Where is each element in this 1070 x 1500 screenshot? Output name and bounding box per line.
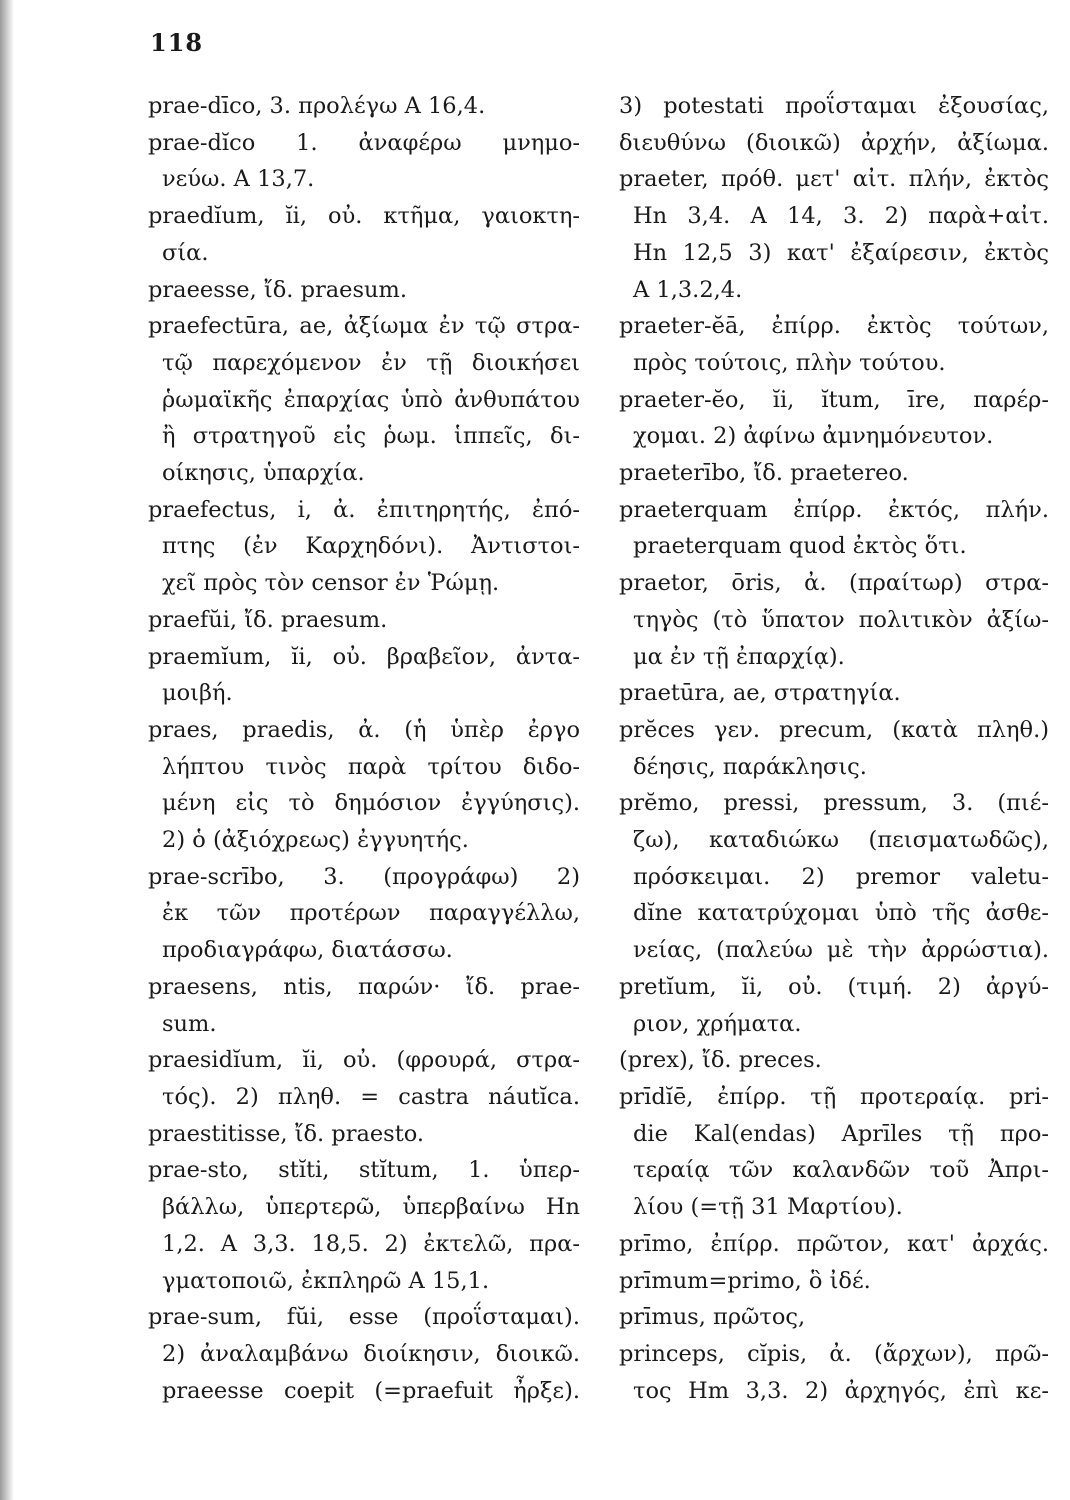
- right-column: [619, 88, 1049, 1409]
- right-column-line: praeter-ĕo, ĭi, ĭtum, īre, παρέρ-: [619, 386, 1049, 413]
- left-column-line: μένη εἰς τὸ δημόσιον ἐγγύησις).: [162, 790, 580, 817]
- left-column-line: μοιβή.: [162, 680, 233, 707]
- right-column-line: Hn 3,4. A 14, 3. 2) παρὰ+αἰτ.: [633, 203, 1049, 230]
- right-column-line: μα ἐν τῇ ἐπαρχίᾳ).: [633, 643, 845, 670]
- right-column-line: praeter-ĕā, ἐπίρρ. ἐκτὸς τούτων,: [619, 313, 1049, 340]
- left-column: [148, 88, 580, 1409]
- left-column-line: ἐκ τῶν προτέρων παραγγέλλω,: [162, 900, 580, 927]
- left-column-line: λήπτου τινὸς παρὰ τρίτου διδο-: [162, 753, 580, 780]
- right-column-line: praetūra, ae, στρατηγία.: [619, 680, 901, 707]
- right-column-line: ζω), καταδιώκω (πεισματωδῶς),: [633, 827, 1049, 854]
- right-column-line: prĕces γεν. precum, (κατὰ πληθ.): [619, 716, 1049, 743]
- left-column-line: prae-dĭco 1. ἀναφέρω μνημο-: [148, 129, 580, 156]
- left-column-line: praestitisse, ἴδ. praesto.: [148, 1120, 425, 1147]
- left-column-line: χεῖ πρὸς τὸν censor ἐν Ῥώμῃ.: [162, 570, 500, 597]
- left-column-line: prae-dīco, 3. προλέγω A 16,4.: [148, 93, 486, 119]
- right-column-line: (prex), ἴδ. preces.: [619, 1047, 822, 1074]
- left-column-line: praefectus, i, ἀ. ἐπιτηρητής, ἐπό-: [148, 496, 580, 523]
- right-column-line: prĕmo, pressi, pressum, 3. (πιέ-: [619, 790, 1049, 817]
- right-column-line: praetor, ōris, ἀ. (πραίτωρ) στρα-: [619, 570, 1049, 597]
- right-column-line: 3) potestati προΐσταμαι ἐξουσίας,: [619, 93, 1049, 119]
- left-column-line: τῷ παρεχόμενον ἐν τῇ διοικήσει: [162, 349, 580, 376]
- right-column-line: τηγὸς (τὸ ὕπατον πολιτικὸν ἀξίω-: [633, 606, 1049, 633]
- left-column-line: οίκησις, ὑπαρχία.: [162, 460, 365, 487]
- right-column-line: διευθύνω (διοικῶ) ἀρχήν, ἀξίωμα.: [619, 129, 1049, 156]
- left-column-line: γματοποιῶ, ἐκπληρῶ A 15,1.: [162, 1267, 490, 1294]
- right-column-line: νείας, (παλεύω μὲ τὴν ἀρρώστια).: [633, 937, 1049, 964]
- left-column-line: praes, praedis, ἀ. (ἡ ὑπὲρ ἐργο: [148, 716, 580, 743]
- right-column-line: τος Hm 3,3. 2) ἀρχηγός, ἐπὶ κε-: [633, 1377, 1049, 1404]
- left-column-line: βάλλω, ὑπερτερῶ, ὑπερβαίνω Hn: [162, 1194, 580, 1221]
- left-column-line: prae-sto, stĭti, stĭtum, 1. ὑπερ-: [148, 1157, 580, 1184]
- right-column-line: τεραίᾳ τῶν καλανδῶν τοῦ Ἀπρι-: [633, 1157, 1049, 1184]
- left-column-line: ἢ στρατηγοῦ εἰς ῥωμ. ἱππεῖς, δι-: [162, 423, 580, 450]
- right-column-line: prīmus, πρῶτος,: [619, 1304, 806, 1331]
- right-column-line: die Kal(endas) Aprīles τῇ προ-: [633, 1120, 1049, 1147]
- left-column-line: praesidĭum, ĭi, οὐ. (φρουρά, στρα-: [148, 1047, 580, 1074]
- left-column-line: προδιαγράφω, διατάσσω.: [162, 937, 453, 964]
- right-column-line: praeterquam quod ἐκτὸς ὅτι.: [633, 533, 967, 560]
- right-column-line: A 1,3.2,4.: [633, 276, 743, 303]
- left-column-line: praeesse, ἴδ. praesum.: [148, 276, 408, 303]
- left-column-line: praedĭum, ĭi, οὐ. κτῆμα, γαιοκτη-: [148, 203, 580, 230]
- right-column-line: πρὸς τούτοις, πλὴν τούτου.: [633, 349, 946, 376]
- left-column-line: praeesse coepit (=praefuit ἦρξε).: [162, 1377, 580, 1404]
- right-column-line: prīmum=primo, ὃ ἰδέ.: [619, 1267, 871, 1294]
- right-column-line: πρόσκειμαι. 2) premor valetu-: [633, 863, 1049, 890]
- left-column-line: praesens, ntis, παρών· ἴδ. prae-: [148, 973, 580, 1000]
- right-column-line: praeterībo, ἴδ. praetereo.: [619, 460, 909, 487]
- right-column-line: Hn 12,5 3) κατ' ἐξαίρεσιν, ἐκτὸς: [633, 239, 1049, 266]
- left-column-line: ῥωμαϊκῆς ἐπαρχίας ὑπὸ ἀνθυπάτου: [162, 386, 580, 413]
- left-column-line: praefŭi, ἴδ. praesum.: [148, 606, 388, 633]
- right-column-line: pretĭum, ĭi, οὐ. (τιμή. 2) ἀργύ-: [619, 973, 1049, 1000]
- right-column-line: princeps, cĭpis, ἀ. (ἄρχων), πρῶ-: [619, 1340, 1049, 1367]
- right-column-line: δέησις, παράκλησις.: [633, 753, 867, 780]
- right-column-line: praeter, πρόθ. μετ' αἰτ. πλήν, ἐκτὸς: [619, 166, 1049, 193]
- left-column-line: 1,2. A 3,3. 18,5. 2) ἐκτελῶ, πρα-: [162, 1230, 580, 1257]
- right-column-line: prīmo, ἐπίρρ. πρῶτον, κατ' ἀρχάς.: [619, 1230, 1049, 1257]
- right-column-line: ριον, χρήματα.: [633, 1010, 802, 1037]
- left-column-line: prae-scrībo, 3. (προγράφω) 2): [148, 863, 580, 890]
- left-column-line: 2) ἀναλαμβάνω διοίκησιν, διοικῶ.: [162, 1340, 580, 1367]
- right-column-line: χομαι. 2) ἀφίνω ἀμνημόνευτον.: [633, 423, 994, 450]
- left-column-line: τός). 2) πληθ. = castra náutĭca.: [162, 1083, 580, 1110]
- right-column-line: prīdĭē, ἐπίρρ. τῇ προτεραίᾳ. pri-: [619, 1083, 1049, 1110]
- right-column-line: dĭne κατατρύχομαι ὑπὸ τῆς ἀσθε-: [633, 900, 1049, 927]
- right-column-line: praeterquam ἐπίρρ. ἐκτός, πλήν.: [619, 496, 1049, 523]
- left-column-line: prae-sum, fŭi, esse (προΐσταμαι).: [148, 1304, 580, 1331]
- left-column-line: praefectūra, ae, ἀξίωμα ἐν τῷ στρα-: [148, 313, 580, 340]
- right-column-line: λίου (=τῇ 31 Μαρτίου).: [633, 1194, 903, 1221]
- page-edge-shadow: [0, 0, 14, 1500]
- left-column-line: 2) ὁ (ἀξιόχρεως) ἐγγυητής.: [162, 827, 469, 854]
- page-number: 118: [150, 28, 204, 57]
- left-column-line: πτης (ἐν Καρχηδόνι). Ἀντιστοι-: [162, 533, 580, 560]
- left-column-line: σία.: [162, 239, 209, 266]
- left-column-line: praemĭum, ĭi, οὐ. βραβεῖον, ἀντα-: [148, 643, 580, 670]
- left-column-line: νεύω. A 13,7.: [162, 166, 315, 193]
- left-column-line: sum.: [162, 1010, 217, 1037]
